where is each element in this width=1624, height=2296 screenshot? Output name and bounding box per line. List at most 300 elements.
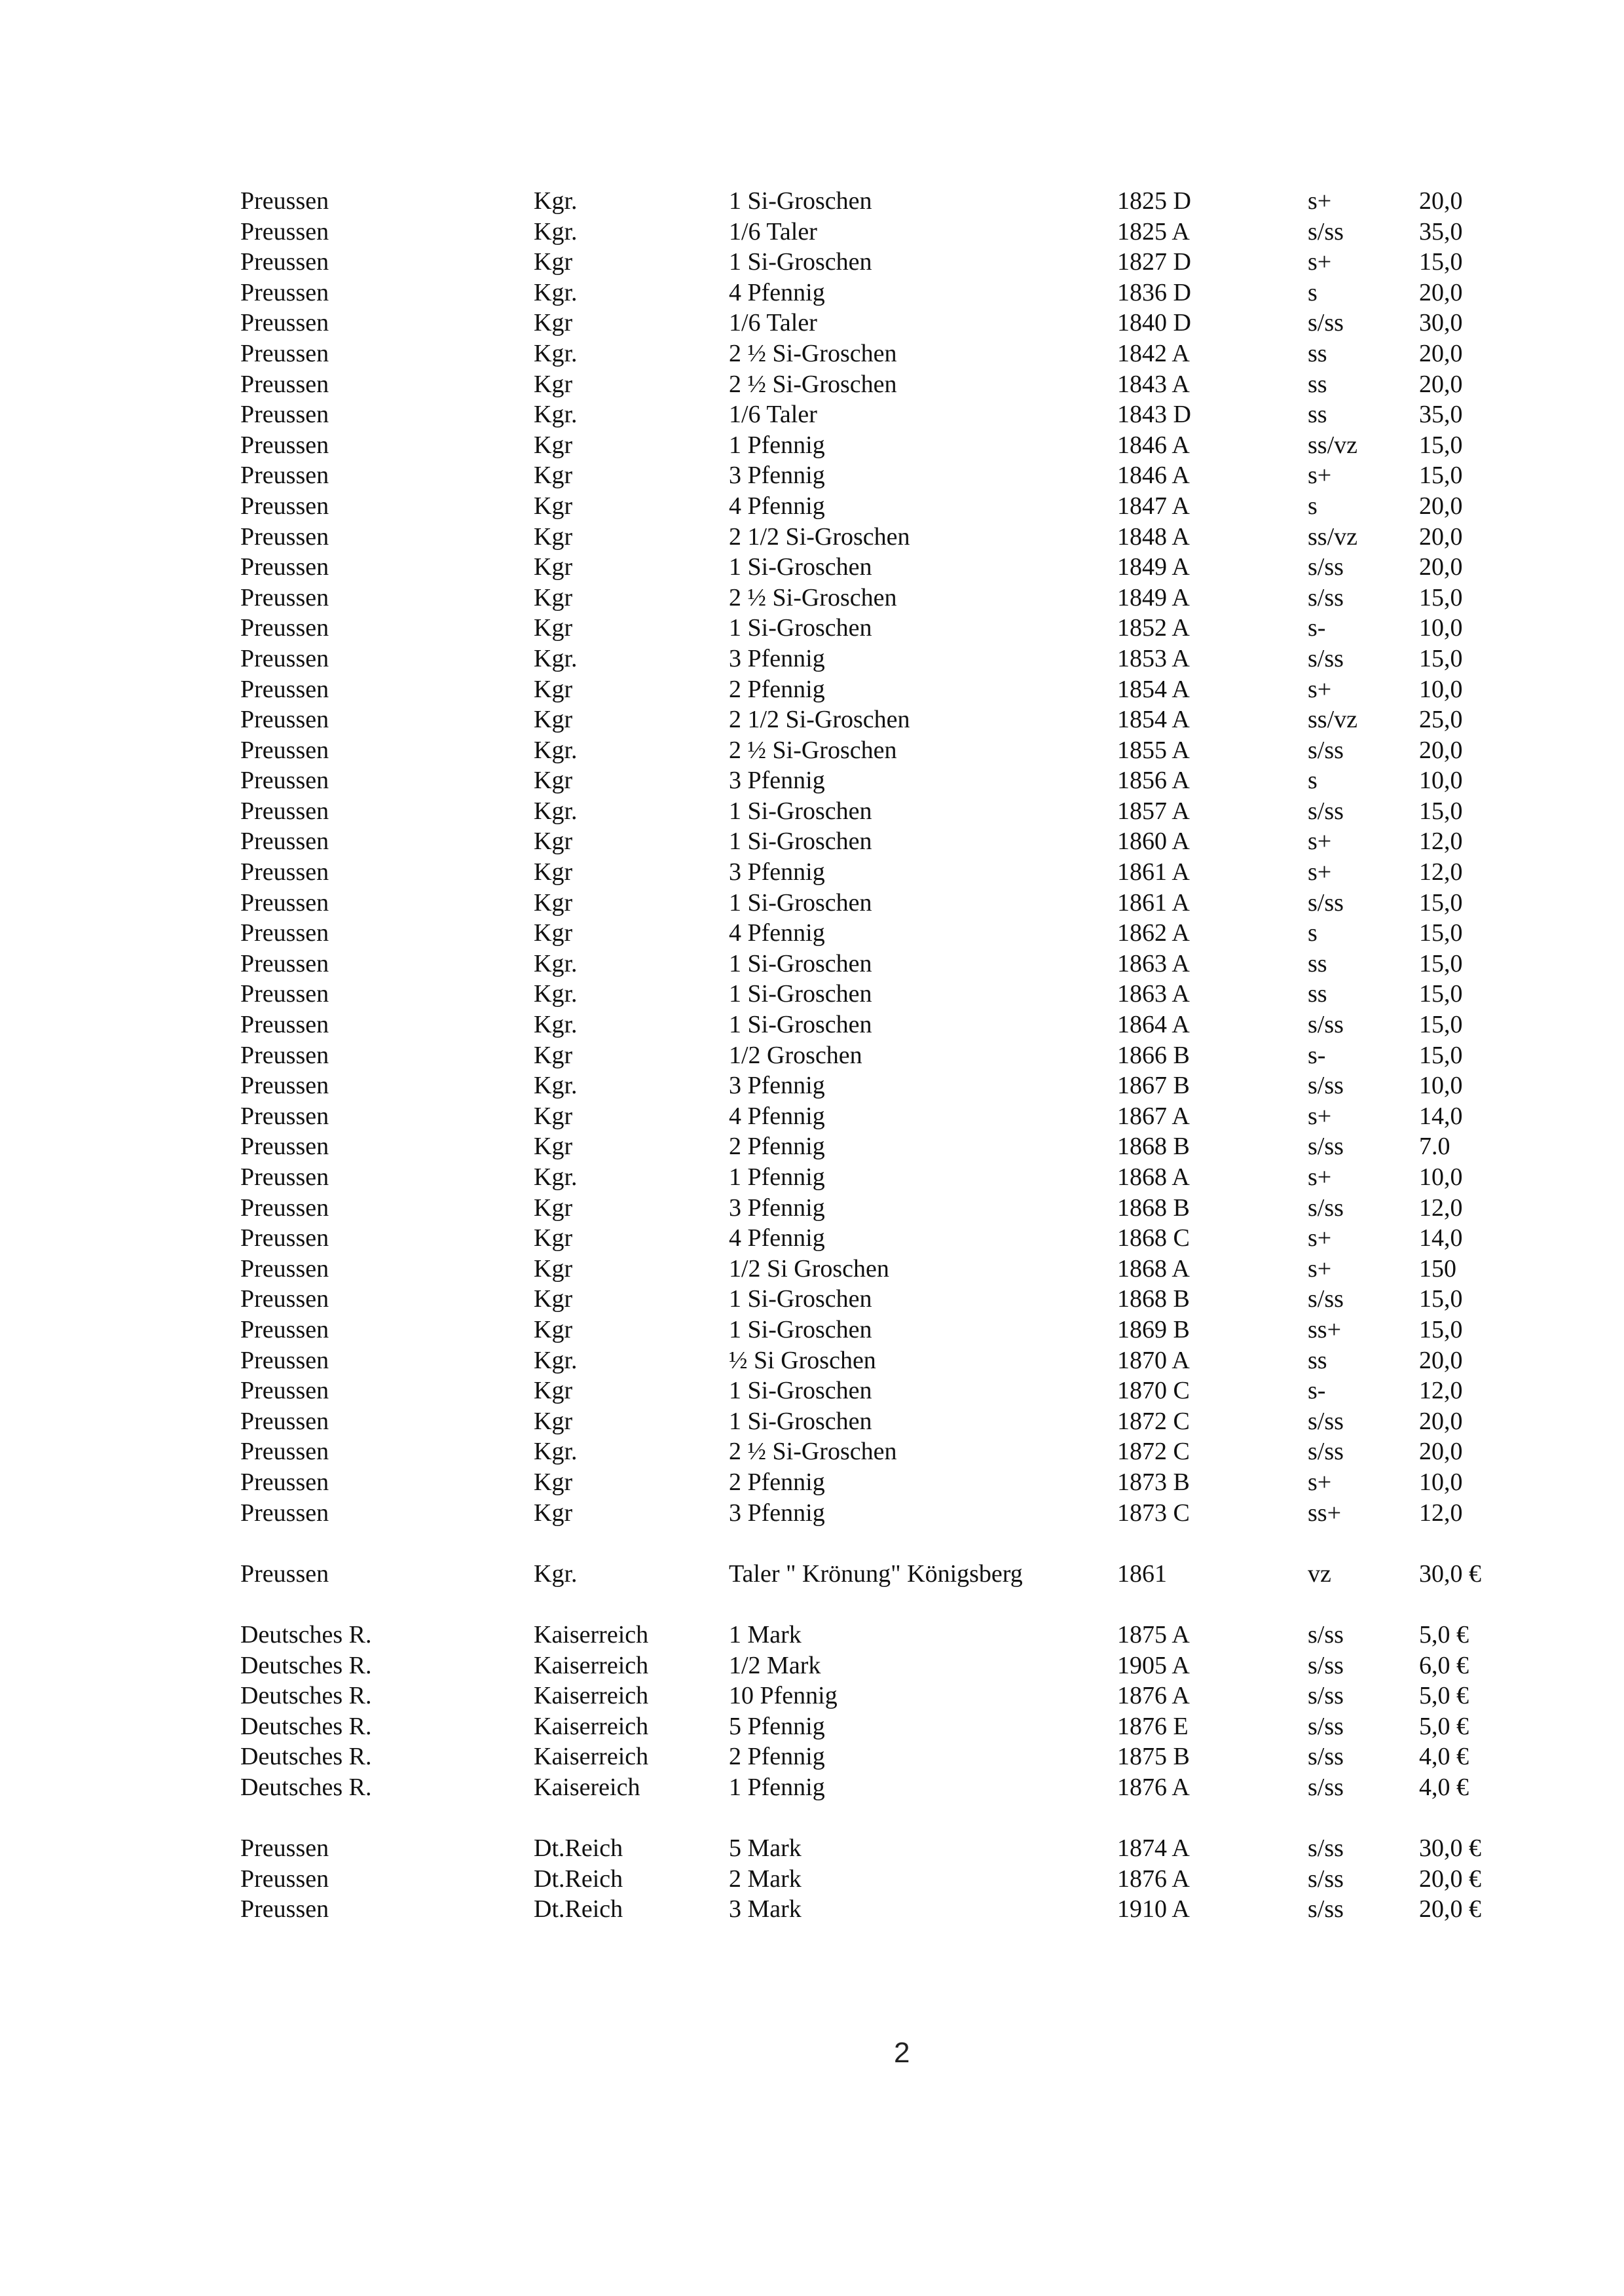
region-cell: Preussen	[240, 1102, 329, 1130]
coin-cell: 2 Pfennig	[729, 675, 825, 703]
year-cell: 1876 A	[1117, 1865, 1190, 1893]
grade-cell: ss	[1308, 370, 1327, 398]
year-cell: 1868 B	[1117, 1194, 1190, 1222]
table-row	[240, 1040, 1498, 1071]
series-cell: Kgr	[534, 1285, 573, 1313]
region-cell: Preussen	[240, 919, 329, 947]
table-row	[240, 247, 1498, 278]
series-cell: Kaiserreich	[534, 1620, 649, 1649]
price-cell: 20,0	[1419, 492, 1463, 520]
series-cell: Kgr.	[534, 644, 578, 672]
table-row	[240, 826, 1498, 857]
grade-cell: ss	[1308, 1346, 1327, 1374]
coin-cell: 1 Si-Groschen	[729, 553, 872, 581]
grade-cell: s	[1308, 767, 1318, 795]
page-number: 2	[894, 2037, 910, 2069]
region-cell: Preussen	[240, 1499, 329, 1527]
table-row	[240, 1741, 1498, 1772]
price-cell: 30,0	[1419, 309, 1463, 337]
series-cell: Kgr	[534, 522, 573, 551]
grade-cell: s/ss	[1308, 888, 1344, 917]
coin-cell: 1 Si-Groschen	[729, 614, 872, 642]
year-cell: 1854 A	[1117, 706, 1190, 734]
year-cell: 1867 A	[1117, 1102, 1190, 1130]
table-row	[240, 552, 1498, 583]
table-row	[240, 186, 1498, 217]
grade-cell: s/ss	[1308, 644, 1344, 672]
region-cell: Preussen	[240, 888, 329, 917]
coin-cell: 2 1/2 Si-Groschen	[729, 522, 910, 551]
table-row	[240, 735, 1498, 766]
series-cell: Kgr.	[534, 278, 578, 306]
series-cell: Kgr	[534, 767, 573, 795]
grade-cell: s/ss	[1308, 583, 1344, 611]
price-cell: 10,0	[1419, 1163, 1463, 1191]
price-cell: 10,0	[1419, 675, 1463, 703]
grade-cell: s+	[1308, 858, 1332, 886]
coin-cell: 1 Si-Groschen	[729, 888, 872, 917]
coin-cell: 1/2 Si Groschen	[729, 1254, 889, 1283]
coin-cell: 2 1/2 Si-Groschen	[729, 706, 910, 734]
coin-cell: 3 Pfennig	[729, 462, 825, 490]
price-cell: 20,0 €	[1419, 1895, 1481, 1923]
table-row	[240, 1254, 1498, 1285]
price-cell: 15,0	[1419, 462, 1463, 490]
table-row	[240, 1101, 1498, 1132]
price-cell: 12,0	[1419, 828, 1463, 856]
region-cell: Preussen	[240, 339, 329, 367]
table-row	[240, 1620, 1498, 1650]
price-cell: 20,0	[1419, 522, 1463, 551]
series-cell: Kaiserreich	[534, 1743, 649, 1771]
series-cell: Kgr	[534, 888, 573, 917]
grade-cell: s	[1308, 919, 1318, 947]
series-cell: Kgr	[534, 370, 573, 398]
region-cell: Preussen	[240, 1254, 329, 1283]
region-cell: Preussen	[240, 431, 329, 459]
table-row	[240, 1315, 1498, 1345]
year-cell: 1860 A	[1117, 828, 1190, 856]
price-cell: 12,0	[1419, 1499, 1463, 1527]
coin-cell: 1 Si-Groschen	[729, 828, 872, 856]
year-cell: 1873 B	[1117, 1468, 1190, 1496]
coin-cell: 1/2 Groschen	[729, 1041, 862, 1069]
grade-cell: s/ss	[1308, 1194, 1344, 1222]
grade-cell: s+	[1308, 1163, 1332, 1191]
series-cell: Kaiserreich	[534, 1712, 649, 1740]
price-cell: 15,0	[1419, 980, 1463, 1008]
coin-cell: 4 Pfennig	[729, 919, 825, 947]
region-cell: Deutsches R.	[240, 1712, 372, 1740]
series-cell: Kgr	[534, 858, 573, 886]
year-cell: 1854 A	[1117, 675, 1190, 703]
region-cell: Preussen	[240, 644, 329, 672]
series-cell: Kgr	[534, 492, 573, 520]
table-row	[240, 704, 1498, 735]
price-cell: 20,0	[1419, 1346, 1463, 1374]
coin-cell: 2 ½ Si-Groschen	[729, 370, 897, 398]
series-cell: Kgr	[534, 1499, 573, 1527]
table-row	[240, 338, 1498, 369]
year-cell: 1856 A	[1117, 767, 1190, 795]
table-row	[240, 765, 1498, 796]
coin-cell: 1/2 Mark	[729, 1651, 821, 1679]
year-cell: 1853 A	[1117, 644, 1190, 672]
year-cell: 1870 C	[1117, 1377, 1190, 1405]
coin-cell: 1 Si-Groschen	[729, 248, 872, 276]
price-cell: 15,0	[1419, 431, 1463, 459]
coin-cell: 1 Mark	[729, 1620, 802, 1649]
year-cell: 1869 B	[1117, 1315, 1190, 1343]
price-cell: 4,0 €	[1419, 1773, 1469, 1801]
year-cell: 1846 A	[1117, 431, 1190, 459]
table-row	[240, 949, 1498, 979]
grade-cell: s+	[1308, 462, 1332, 490]
year-cell: 1849 A	[1117, 553, 1190, 581]
region-cell: Preussen	[240, 187, 329, 215]
coin-cell: 1 Si-Groschen	[729, 1315, 872, 1343]
price-cell: 20,0	[1419, 278, 1463, 306]
grade-cell: ss	[1308, 980, 1327, 1008]
table-row	[240, 1284, 1498, 1315]
series-cell: Kaiserreich	[534, 1651, 649, 1679]
region-cell: Preussen	[240, 309, 329, 337]
region-cell: Preussen	[240, 278, 329, 306]
coin-cell: 1 Si-Groschen	[729, 1377, 872, 1405]
grade-cell: s/ss	[1308, 736, 1344, 764]
region-cell: Preussen	[240, 462, 329, 490]
year-cell: 1875 A	[1117, 1620, 1190, 1649]
price-cell: 4,0 €	[1419, 1743, 1469, 1771]
region-cell: Preussen	[240, 1346, 329, 1374]
table-row	[240, 796, 1498, 827]
grade-cell: ss/vz	[1308, 522, 1357, 551]
year-cell: 1868 A	[1117, 1163, 1190, 1191]
table-row	[240, 217, 1498, 247]
table-row	[240, 1162, 1498, 1193]
year-cell: 1910 A	[1117, 1895, 1190, 1923]
price-cell: 30,0 €	[1419, 1559, 1481, 1588]
coin-cell: 5 Pfennig	[729, 1712, 825, 1740]
table-row	[240, 644, 1498, 674]
region-cell: Deutsches R.	[240, 1743, 372, 1771]
coin-cell: 1/6 Taler	[729, 217, 817, 246]
year-cell: 1861 A	[1117, 858, 1190, 886]
table-row	[240, 308, 1498, 338]
grade-cell: ss	[1308, 949, 1327, 977]
table-row	[240, 278, 1498, 308]
series-cell: Kgr	[534, 1468, 573, 1496]
grade-cell: s/ss	[1308, 1651, 1344, 1679]
table-row	[240, 1864, 1498, 1895]
series-cell: Kgr	[534, 828, 573, 856]
region-cell: Preussen	[240, 553, 329, 581]
coin-cell: 2 ½ Si-Groschen	[729, 1438, 897, 1466]
series-cell: Kgr.	[534, 217, 578, 246]
coin-cell: ½ Si Groschen	[729, 1346, 876, 1374]
year-cell: 1861 A	[1117, 888, 1190, 917]
grade-cell: ss/vz	[1308, 706, 1357, 734]
year-cell: 1905 A	[1117, 1651, 1190, 1679]
coin-cell: 1 Pfennig	[729, 431, 825, 459]
grade-cell: s/ss	[1308, 1895, 1344, 1923]
coin-listing	[240, 186, 1498, 1925]
table-row	[240, 1406, 1498, 1437]
coin-cell: 10 Pfennig	[729, 1682, 838, 1710]
price-cell: 15,0	[1419, 797, 1463, 825]
year-cell: 1825 A	[1117, 217, 1190, 246]
series-cell: Kgr.	[534, 1438, 578, 1466]
table-row	[240, 1376, 1498, 1406]
region-cell: Preussen	[240, 248, 329, 276]
region-cell: Preussen	[240, 1315, 329, 1343]
year-cell: 1868 A	[1117, 1254, 1190, 1283]
series-cell: Dt.Reich	[534, 1865, 623, 1893]
series-cell: Kgr	[534, 553, 573, 581]
year-cell: 1843 A	[1117, 370, 1190, 398]
grade-cell: s+	[1308, 828, 1332, 856]
price-cell: 25,0	[1419, 706, 1463, 734]
price-cell: 15,0	[1419, 888, 1463, 917]
grade-cell: s+	[1308, 675, 1332, 703]
series-cell: Dt.Reich	[534, 1895, 623, 1923]
series-cell: Kgr.	[534, 1346, 578, 1374]
series-cell: Kgr	[534, 583, 573, 611]
table-row	[240, 522, 1498, 553]
price-cell: 12,0	[1419, 1194, 1463, 1222]
region-cell: Preussen	[240, 858, 329, 886]
coin-cell: 5 Mark	[729, 1834, 802, 1863]
region-cell: Preussen	[240, 614, 329, 642]
year-cell: 1848 A	[1117, 522, 1190, 551]
grade-cell: s/ss	[1308, 1407, 1344, 1435]
series-cell: Kgr	[534, 462, 573, 490]
series-cell: Kgr	[534, 248, 573, 276]
price-cell: 5,0 €	[1419, 1712, 1469, 1740]
coin-cell: 1 Si-Groschen	[729, 980, 872, 1008]
table-row	[240, 674, 1498, 705]
table-row	[240, 1711, 1498, 1742]
series-cell: Kgr	[534, 706, 573, 734]
year-cell: 1855 A	[1117, 736, 1190, 764]
year-cell: 1843 D	[1117, 401, 1191, 429]
year-cell: 1864 A	[1117, 1011, 1190, 1039]
year-cell: 1863 A	[1117, 949, 1190, 977]
price-cell: 6,0 €	[1419, 1651, 1469, 1679]
year-cell: 1846 A	[1117, 462, 1190, 490]
year-cell: 1870 A	[1117, 1346, 1190, 1374]
region-cell: Preussen	[240, 1194, 329, 1222]
region-cell: Preussen	[240, 675, 329, 703]
series-cell: Kgr.	[534, 1072, 578, 1100]
price-cell: 20,0	[1419, 187, 1463, 215]
series-cell: Kgr.	[534, 980, 578, 1008]
series-cell: Kgr.	[534, 736, 578, 764]
price-cell: 30,0 €	[1419, 1834, 1481, 1863]
series-cell: Kgr.	[534, 401, 578, 429]
grade-cell: s/ss	[1308, 217, 1344, 246]
series-cell: Kgr	[534, 1041, 573, 1069]
region-cell: Preussen	[240, 828, 329, 856]
price-cell: 10,0	[1419, 614, 1463, 642]
region-cell: Deutsches R.	[240, 1651, 372, 1679]
price-cell: 12,0	[1419, 858, 1463, 886]
table-row	[240, 1559, 1498, 1590]
coin-cell: 1 Pfennig	[729, 1163, 825, 1191]
price-cell: 35,0	[1419, 401, 1463, 429]
year-cell: 1842 A	[1117, 339, 1190, 367]
section-spacer	[240, 1589, 1498, 1620]
region-cell: Preussen	[240, 492, 329, 520]
price-cell: 15,0	[1419, 1011, 1463, 1039]
grade-cell: s/ss	[1308, 1743, 1344, 1771]
price-cell: 15,0	[1419, 919, 1463, 947]
price-cell: 10,0	[1419, 1468, 1463, 1496]
grade-cell: s/ss	[1308, 1834, 1344, 1863]
year-cell: 1863 A	[1117, 980, 1190, 1008]
year-cell: 1868 C	[1117, 1224, 1190, 1252]
year-cell: 1874 A	[1117, 1834, 1190, 1863]
series-cell: Kgr	[534, 919, 573, 947]
grade-cell: s+	[1308, 1224, 1332, 1252]
year-cell: 1852 A	[1117, 614, 1190, 642]
year-cell: 1862 A	[1117, 919, 1190, 947]
coin-cell: 3 Pfennig	[729, 858, 825, 886]
grade-cell: s+	[1308, 1254, 1332, 1283]
table-row	[240, 369, 1498, 400]
region-cell: Preussen	[240, 980, 329, 1008]
region-cell: Preussen	[240, 1163, 329, 1191]
table-row	[240, 1894, 1498, 1925]
year-cell: 1827 D	[1117, 248, 1191, 276]
coin-cell: 3 Pfennig	[729, 1194, 825, 1222]
table-row	[240, 1467, 1498, 1498]
series-cell: Kgr.	[534, 949, 578, 977]
region-cell: Preussen	[240, 401, 329, 429]
table-row	[240, 1436, 1498, 1467]
price-cell: 14,0	[1419, 1102, 1463, 1130]
coin-cell: 1 Si-Groschen	[729, 1011, 872, 1039]
year-cell: 1847 A	[1117, 492, 1190, 520]
region-cell: Preussen	[240, 1285, 329, 1313]
grade-cell: s/ss	[1308, 1773, 1344, 1801]
year-cell: 1861	[1117, 1559, 1167, 1588]
grade-cell: s/ss	[1308, 1438, 1344, 1466]
coin-cell: 2 Pfennig	[729, 1133, 825, 1161]
region-cell: Preussen	[240, 1224, 329, 1252]
grade-cell: s/ss	[1308, 1682, 1344, 1710]
price-cell: 15,0	[1419, 644, 1463, 672]
price-cell: 35,0	[1419, 217, 1463, 246]
price-cell: 10,0	[1419, 767, 1463, 795]
coin-cell: 3 Pfennig	[729, 1499, 825, 1527]
price-cell: 15,0	[1419, 1041, 1463, 1069]
region-cell: Preussen	[240, 797, 329, 825]
coin-cell: 1 Si-Groschen	[729, 1285, 872, 1313]
series-cell: Kgr	[534, 1315, 573, 1343]
price-cell: 20,0	[1419, 553, 1463, 581]
coin-cell: 1 Pfennig	[729, 1773, 825, 1801]
grade-cell: s+	[1308, 1102, 1332, 1130]
price-cell: 20,0	[1419, 1438, 1463, 1466]
series-cell: Kgr	[534, 1133, 573, 1161]
series-cell: Kgr	[534, 431, 573, 459]
region-cell: Preussen	[240, 706, 329, 734]
price-cell: 15,0	[1419, 1285, 1463, 1313]
grade-cell: s/ss	[1308, 1712, 1344, 1740]
table-row	[240, 857, 1498, 888]
grade-cell: s/ss	[1308, 309, 1344, 337]
table-row	[240, 1131, 1498, 1162]
grade-cell: s/ss	[1308, 797, 1344, 825]
table-row	[240, 1193, 1498, 1224]
series-cell: Kgr.	[534, 187, 578, 215]
price-cell: 5,0 €	[1419, 1620, 1469, 1649]
grade-cell: s/ss	[1308, 1072, 1344, 1100]
grade-cell: s/ss	[1308, 1133, 1344, 1161]
coin-cell: 1/6 Taler	[729, 401, 817, 429]
region-cell: Preussen	[240, 736, 329, 764]
price-cell: 15,0	[1419, 949, 1463, 977]
region-cell: Preussen	[240, 1407, 329, 1435]
table-row	[240, 491, 1498, 522]
coin-cell: 3 Pfennig	[729, 1072, 825, 1100]
region-cell: Preussen	[240, 1895, 329, 1923]
series-cell: Kgr.	[534, 1011, 578, 1039]
price-cell: 15,0	[1419, 1315, 1463, 1343]
price-cell: 20,0	[1419, 736, 1463, 764]
coin-cell: 4 Pfennig	[729, 492, 825, 520]
year-cell: 1872 C	[1117, 1438, 1190, 1466]
grade-cell: s-	[1308, 614, 1326, 642]
series-cell: Kgr	[534, 1407, 573, 1435]
table-row	[240, 399, 1498, 430]
price-cell: 150	[1419, 1254, 1456, 1283]
year-cell: 1876 A	[1117, 1773, 1190, 1801]
year-cell: 1868 B	[1117, 1285, 1190, 1313]
series-cell: Kaisereich	[534, 1773, 640, 1801]
series-cell: Kgr	[534, 1194, 573, 1222]
price-cell: 20,0 €	[1419, 1865, 1481, 1893]
year-cell: 1876 A	[1117, 1682, 1190, 1710]
price-cell: 7.0	[1419, 1133, 1450, 1161]
table-row	[240, 1772, 1498, 1803]
coin-cell: 3 Pfennig	[729, 767, 825, 795]
section-spacer	[240, 1528, 1498, 1559]
series-cell: Kgr	[534, 309, 573, 337]
year-cell: 1825 D	[1117, 187, 1191, 215]
coin-cell: 1 Si-Groschen	[729, 1407, 872, 1435]
grade-cell: ss+	[1308, 1315, 1342, 1343]
year-cell: 1873 C	[1117, 1499, 1190, 1527]
region-cell: Preussen	[240, 370, 329, 398]
series-cell: Kgr	[534, 675, 573, 703]
region-cell: Preussen	[240, 583, 329, 611]
year-cell: 1840 D	[1117, 309, 1191, 337]
series-cell: Kgr.	[534, 797, 578, 825]
table-row	[240, 1223, 1498, 1254]
price-cell: 20,0	[1419, 339, 1463, 367]
coin-cell: Taler " Krönung" Königsberg	[729, 1559, 1023, 1588]
grade-cell: s-	[1308, 1377, 1326, 1405]
price-cell: 14,0	[1419, 1224, 1463, 1252]
series-cell: Kaiserreich	[534, 1682, 649, 1710]
coin-cell: 2 ½ Si-Groschen	[729, 583, 897, 611]
series-cell: Dt.Reich	[534, 1834, 623, 1863]
coin-cell: 2 ½ Si-Groschen	[729, 736, 897, 764]
region-cell: Preussen	[240, 1834, 329, 1863]
grade-cell: ss	[1308, 401, 1327, 429]
